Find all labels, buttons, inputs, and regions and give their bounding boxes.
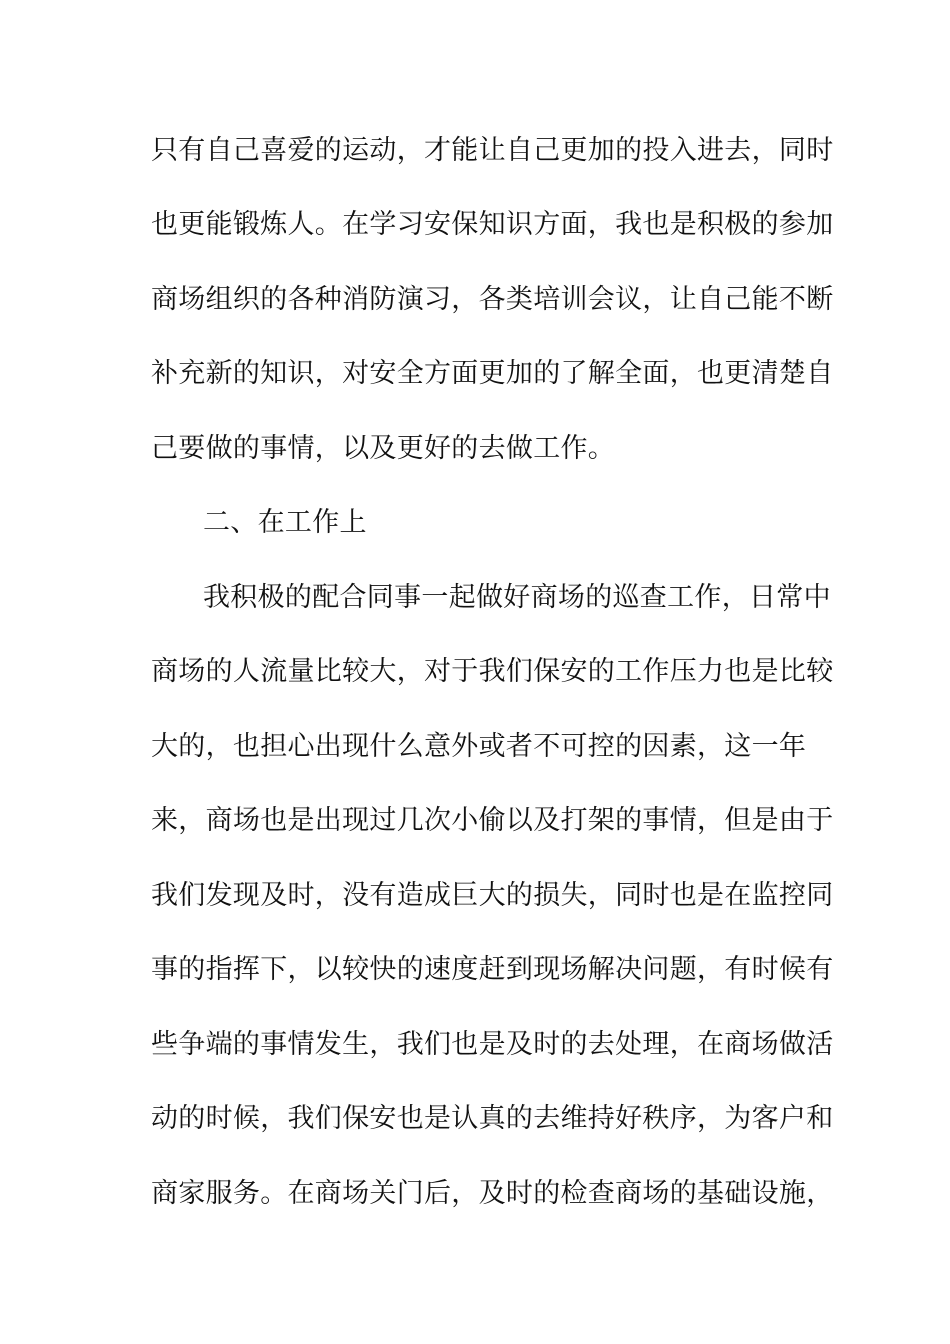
paragraph-line: 来，商场也是出现过几次小偷以及打架的事情，但是由于 — [151, 805, 834, 836]
section-heading: 二、在工作上 — [203, 507, 367, 538]
paragraph-line: 也更能锻炼人。在学习安保知识方面，我也是积极的参加 — [151, 209, 834, 240]
paragraph-line: 商家服务。在商场关门后，及时的检查商场的基础设施， — [151, 1178, 834, 1209]
paragraph-line: 我积极的配合同事一起做好商场的巡查工作，日常中 — [203, 582, 831, 613]
paragraph-line: 商场的人流量比较大，对于我们保安的工作压力也是比较 — [151, 656, 834, 687]
paragraph-line: 大的，也担心出现什么意外或者不可控的因素，这一年 — [151, 731, 807, 762]
paragraph-line: 补充新的知识，对安全方面更加的了解全面，也更清楚自 — [151, 358, 834, 389]
paragraph-line: 我们发现及时，没有造成巨大的损失，同时也是在监控同 — [151, 880, 834, 911]
paragraph-line: 动的时候，我们保安也是认真的去维持好秩序，为客户和 — [151, 1103, 834, 1134]
paragraph-line: 商场组织的各种消防演习，各类培训会议，让自己能不断 — [151, 284, 834, 315]
paragraph-line: 己要做的事情，以及更好的去做工作。 — [151, 433, 616, 464]
paragraph-line: 事的指挥下，以较快的速度赶到现场解决问题，有时候有 — [151, 954, 834, 985]
paragraph-line: 些争端的事情发生，我们也是及时的去处理，在商场做活 — [151, 1029, 834, 1060]
paragraph-line: 只有自己喜爱的运动，才能让自己更加的投入进去，同时 — [151, 135, 834, 166]
